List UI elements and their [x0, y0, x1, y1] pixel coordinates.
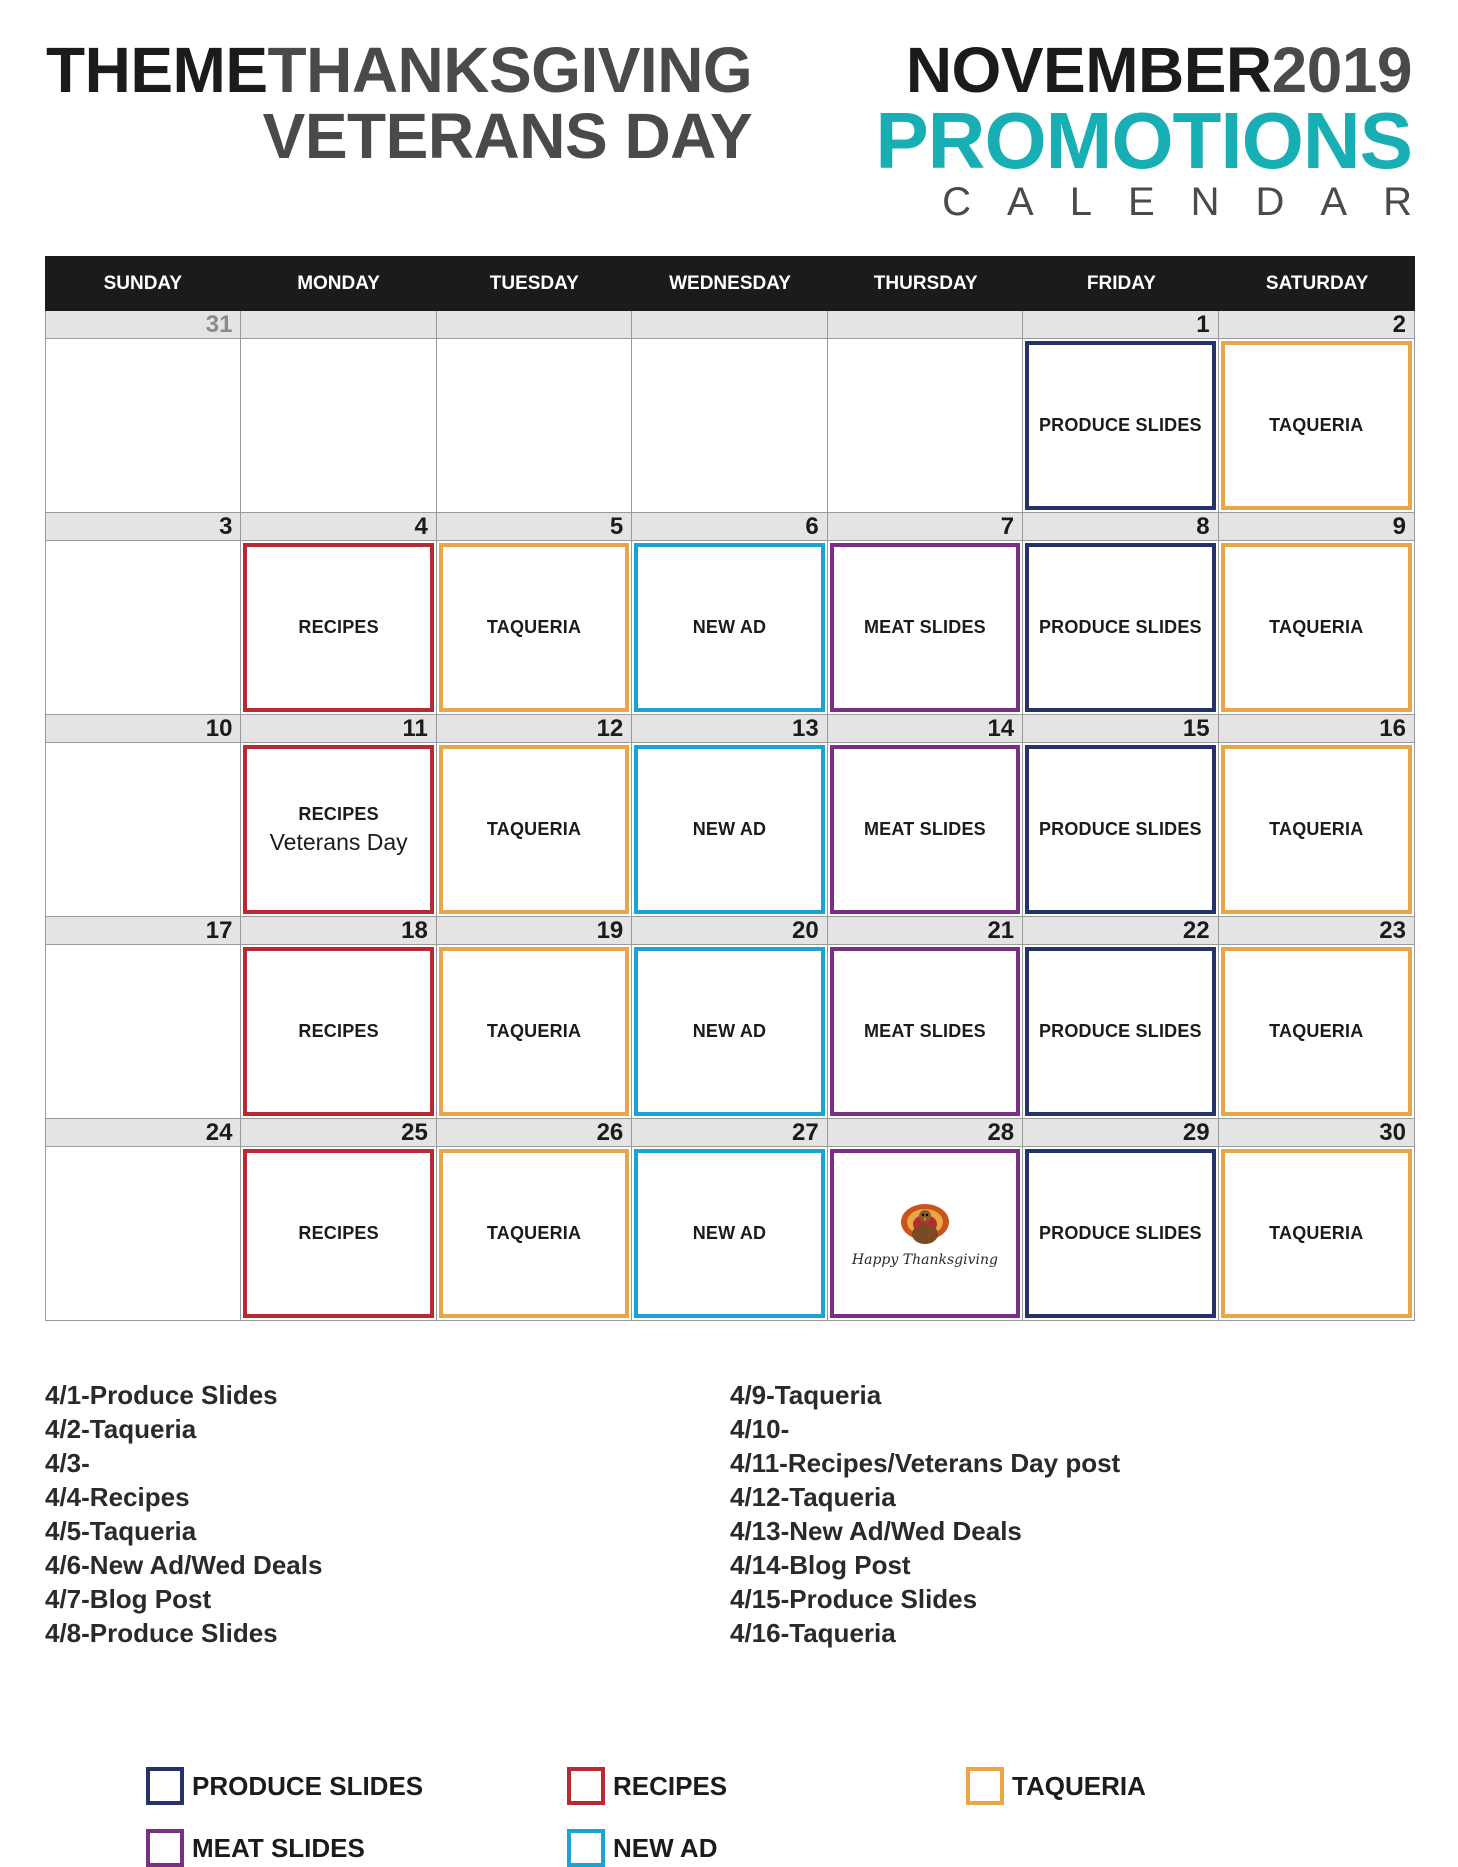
- event-label: TAQUERIA: [486, 819, 582, 839]
- event-label: RECIPES: [298, 1021, 379, 1041]
- day-number: 27: [632, 1119, 826, 1147]
- event-note: Veterans Day: [269, 828, 408, 855]
- day-number: 13: [632, 715, 826, 743]
- day-number: 15: [1023, 715, 1217, 743]
- day-number: 30: [1219, 1119, 1414, 1147]
- title-promotions: PROMOTIONS: [875, 96, 1412, 185]
- legend-swatch: [966, 1767, 1004, 1805]
- event-taqueria: [439, 1149, 629, 1318]
- day-number: 31: [46, 311, 240, 339]
- title-month: NOVEMBER: [905, 34, 1272, 106]
- theme-header: [46, 34, 753, 172]
- day-number: 5: [437, 513, 631, 541]
- day-cell: [437, 917, 632, 1119]
- theme-veterans-day: VETERANS DAY: [262, 100, 753, 172]
- weekday-wednesday: WEDNESDAY: [669, 273, 791, 294]
- day-number: 24: [46, 1119, 240, 1147]
- event-produce: [1025, 745, 1215, 914]
- weekday-tuesday: TUESDAY: [489, 273, 579, 294]
- calendar: [45, 256, 1415, 1321]
- day-cell: [241, 513, 436, 715]
- day-cell: [828, 513, 1023, 715]
- event-taqueria: [439, 745, 629, 914]
- schedule-item: 4/3-: [45, 1448, 90, 1478]
- turkey-caption: Happy Thanksgiving: [851, 1251, 998, 1268]
- calendar-grid: [45, 311, 1415, 1321]
- day-cell: [828, 1119, 1023, 1321]
- day-number: [437, 311, 631, 339]
- event-meat: [830, 745, 1020, 914]
- day-cell: [437, 513, 632, 715]
- legend-swatch: [146, 1829, 184, 1867]
- day-number: 29: [1023, 1119, 1217, 1147]
- event-label: MEAT SLIDES: [863, 819, 986, 839]
- title-year: 2019: [1271, 34, 1412, 106]
- event-label: PRODUCE SLIDES: [1038, 617, 1202, 637]
- day-number: 2: [1219, 311, 1414, 339]
- event-label: TAQUERIA: [1269, 819, 1364, 839]
- schedule-item: 4/9-Taqueria: [730, 1380, 882, 1410]
- theme-thanksgiving: THANKSGIVING: [267, 34, 753, 106]
- schedule-item: 4/5-Taqueria: [45, 1516, 197, 1546]
- event-label: MEAT SLIDES: [863, 1021, 986, 1041]
- event-recipes: [243, 1149, 433, 1318]
- day-cell: [632, 311, 827, 513]
- weekday-sunday: SUNDAY: [103, 273, 183, 294]
- event-taqueria: [1221, 947, 1412, 1116]
- day-cell: [632, 917, 827, 1119]
- day-cell: [241, 1119, 436, 1321]
- turkey-icon: [852, 1200, 998, 1268]
- event-label: TAQUERIA: [1269, 415, 1364, 435]
- day-number: 6: [632, 513, 826, 541]
- legend-swatch: [146, 1767, 184, 1805]
- day-number: 1: [1023, 311, 1217, 339]
- day-cell: [241, 917, 436, 1119]
- day-cell: [46, 917, 241, 1119]
- day-number: 28: [828, 1119, 1022, 1147]
- event-label: RECIPES: [298, 1223, 379, 1243]
- event-produce: [1025, 1149, 1215, 1318]
- event-recipes: [243, 543, 433, 712]
- schedule-item: 4/15-Produce Slides: [730, 1584, 978, 1614]
- weekday-monday: MONDAY: [297, 273, 380, 294]
- event-label: RECIPES: [298, 803, 379, 824]
- day-cell: [1219, 715, 1414, 917]
- day-cell: [1023, 513, 1218, 715]
- event-label: MEAT SLIDES: [863, 617, 986, 637]
- day-cell: [1219, 917, 1414, 1119]
- day-cell: [46, 311, 241, 513]
- event-label: NEW AD: [692, 1021, 767, 1041]
- legend-item-recipes: [567, 1767, 727, 1805]
- day-number: 26: [437, 1119, 631, 1147]
- legend-swatch: [567, 1767, 605, 1805]
- event-taqueria: [439, 543, 629, 712]
- event-taqueria: [1221, 341, 1412, 510]
- schedule-column-left: [45, 1378, 322, 1650]
- event-taqueria: [439, 947, 629, 1116]
- day-number: 10: [46, 715, 240, 743]
- day-number: [241, 311, 435, 339]
- day-number: 16: [1219, 715, 1414, 743]
- legend-label: TAQUERIA: [1012, 1770, 1146, 1801]
- day-number: 21: [828, 917, 1022, 945]
- weekday-header: [45, 256, 1415, 311]
- event-meat: [830, 1149, 1020, 1318]
- event-newad: [634, 1149, 824, 1318]
- day-cell: [828, 311, 1023, 513]
- schedule-item: 4/12-Taqueria: [730, 1482, 896, 1512]
- event-newad: [634, 543, 824, 712]
- weekday-friday: FRIDAY: [1086, 273, 1156, 294]
- schedule-column-right: [730, 1378, 1120, 1650]
- day-cell: [1023, 1119, 1218, 1321]
- event-produce: [1025, 341, 1215, 510]
- day-cell: [437, 1119, 632, 1321]
- day-number: 3: [46, 513, 240, 541]
- schedule-item: 4/16-Taqueria: [730, 1618, 896, 1648]
- day-cell: [632, 513, 827, 715]
- legend-label: RECIPES: [613, 1770, 728, 1801]
- event-taqueria: [1221, 745, 1412, 914]
- title-calendar: CALENDAR: [942, 180, 1448, 224]
- day-number: 19: [437, 917, 631, 945]
- day-number: 25: [241, 1119, 435, 1147]
- event-label: PRODUCE SLIDES: [1038, 415, 1202, 435]
- day-cell: [46, 513, 241, 715]
- day-number: 22: [1023, 917, 1217, 945]
- day-number: 12: [437, 715, 631, 743]
- schedule-item: 4/1-Produce Slides: [45, 1380, 278, 1410]
- legend-item-meat: [146, 1829, 365, 1867]
- schedule-item: 4/4-Recipes: [45, 1482, 190, 1512]
- theme-line-1: [46, 34, 753, 106]
- day-number: 23: [1219, 917, 1414, 945]
- day-number: [828, 311, 1022, 339]
- event-recipes: [243, 745, 433, 914]
- weekday-thursday: THURSDAY: [873, 273, 978, 294]
- event-meat: [830, 947, 1020, 1116]
- day-cell: [241, 311, 436, 513]
- schedule-item: 4/11-Recipes/Veterans Day post: [730, 1448, 1121, 1478]
- legend-label: NEW AD: [613, 1832, 718, 1863]
- day-cell: [1023, 917, 1218, 1119]
- event-label: TAQUERIA: [486, 1223, 582, 1243]
- weekday-saturday: SATURDAY: [1265, 273, 1369, 294]
- day-number: 8: [1023, 513, 1217, 541]
- theme-word: THEME: [46, 34, 268, 106]
- schedule-item: 4/6-New Ad/Wed Deals: [45, 1550, 323, 1580]
- day-cell: [828, 917, 1023, 1119]
- day-number: [632, 311, 826, 339]
- event-label: TAQUERIA: [1269, 1223, 1364, 1243]
- day-number: 20: [632, 917, 826, 945]
- schedule-item: 4/8-Produce Slides: [45, 1618, 278, 1648]
- event-taqueria: [1221, 1149, 1412, 1318]
- day-number: 7: [828, 513, 1022, 541]
- day-cell: [1219, 1119, 1414, 1321]
- calendar-title: [875, 34, 1448, 224]
- day-number: 9: [1219, 513, 1414, 541]
- day-cell: [632, 1119, 827, 1321]
- event-newad: [634, 947, 824, 1116]
- day-cell: [1219, 311, 1414, 513]
- event-label: TAQUERIA: [1269, 1021, 1364, 1041]
- day-number: 4: [241, 513, 435, 541]
- day-cell: [1023, 311, 1218, 513]
- day-cell: [1219, 513, 1414, 715]
- day-cell: [241, 715, 436, 917]
- schedule-item: 4/10-: [730, 1414, 790, 1444]
- day-cell: [46, 715, 241, 917]
- event-label: TAQUERIA: [486, 1021, 582, 1041]
- schedule-item: 4/13-New Ad/Wed Deals: [730, 1516, 1022, 1546]
- title-month-year: [875, 34, 1412, 106]
- event-label: PRODUCE SLIDES: [1038, 1021, 1202, 1041]
- day-number: 14: [828, 715, 1022, 743]
- event-label: NEW AD: [692, 819, 767, 839]
- event-label: PRODUCE SLIDES: [1038, 819, 1202, 839]
- event-newad: [634, 745, 824, 914]
- day-cell: [1023, 715, 1218, 917]
- legend-swatch: [567, 1829, 605, 1867]
- day-cell: [828, 715, 1023, 917]
- day-cell: [437, 715, 632, 917]
- legend-item-produce: [146, 1767, 423, 1805]
- day-cell: [46, 1119, 241, 1321]
- event-label: TAQUERIA: [1269, 617, 1364, 637]
- event-recipes: [243, 947, 433, 1116]
- event-produce: [1025, 543, 1215, 712]
- event-produce: [1025, 947, 1215, 1116]
- event-label: TAQUERIA: [486, 617, 582, 637]
- day-cell: [437, 311, 632, 513]
- day-cell: [632, 715, 827, 917]
- schedule-item: 4/2-Taqueria: [45, 1414, 197, 1444]
- event-label: RECIPES: [298, 617, 379, 637]
- schedule-item: 4/14-Blog Post: [730, 1550, 911, 1580]
- schedule-item: 4/7-Blog Post: [45, 1584, 212, 1614]
- event-label: NEW AD: [692, 1223, 767, 1243]
- legend-label: MEAT SLIDES: [192, 1832, 365, 1863]
- day-number: 11: [241, 715, 435, 743]
- day-number: 17: [46, 917, 240, 945]
- event-taqueria: [1221, 543, 1412, 712]
- legend-item-taqueria: [966, 1767, 1146, 1805]
- event-label: NEW AD: [692, 617, 767, 637]
- event-meat: [830, 543, 1020, 712]
- day-number: 18: [241, 917, 435, 945]
- legend-label: PRODUCE SLIDES: [192, 1770, 424, 1801]
- event-label: PRODUCE SLIDES: [1038, 1223, 1202, 1243]
- legend-item-newad: [567, 1829, 717, 1867]
